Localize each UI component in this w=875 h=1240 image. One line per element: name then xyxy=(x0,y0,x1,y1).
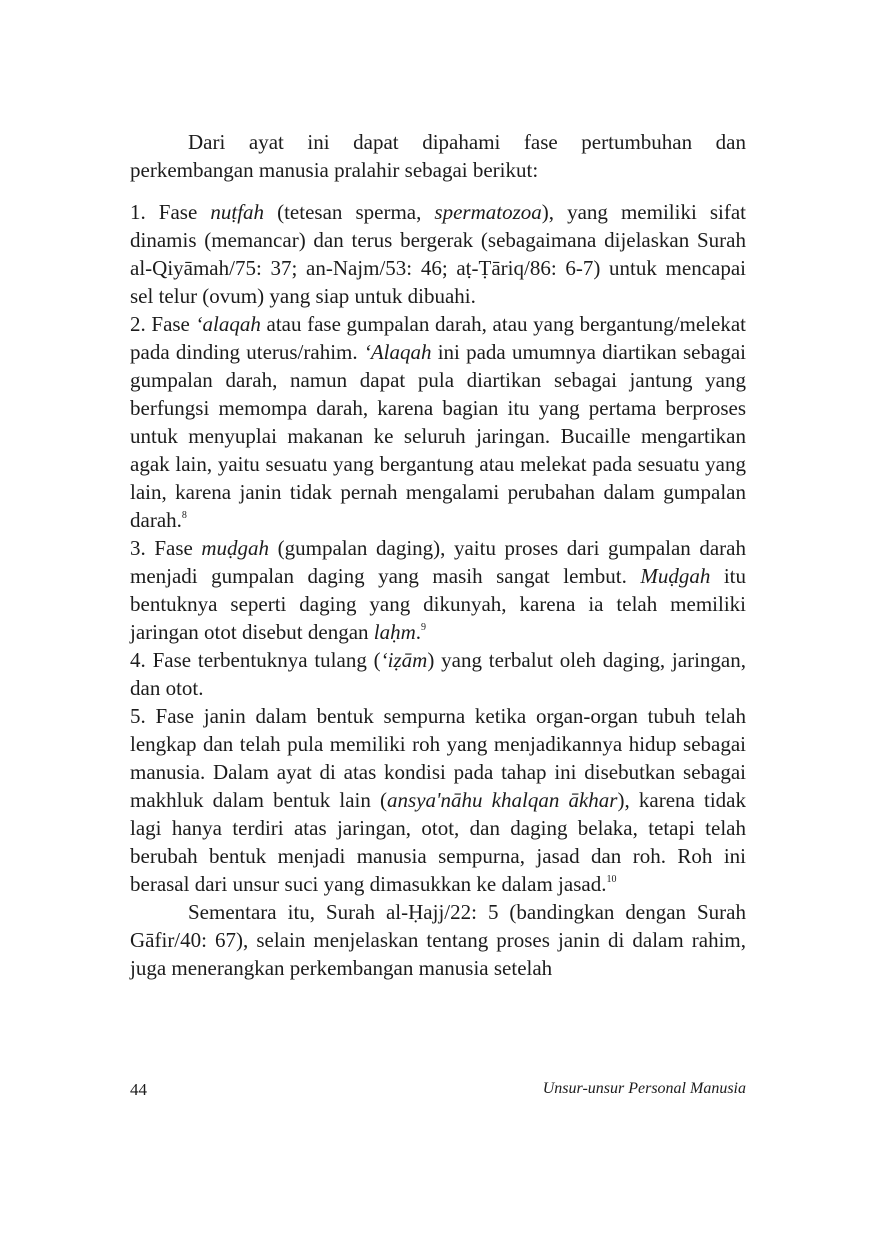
phase-list xyxy=(130,198,746,898)
footnote-marker: 9 xyxy=(421,622,427,633)
running-title: Unsur-unsur Personal Manusia xyxy=(542,1080,746,1097)
term-spermatozoa: spermatozoa xyxy=(434,200,542,224)
term-izam: ‘iẓām xyxy=(380,648,428,672)
phase-item-1: 1. Fase nuṭfah (tetesan sperma, spermatozoa), yang memiliki sifat dinamis (memancar) dan terus bergerak (sebagaimana dijelaskan Surah al-Qiyāmah/75: 37; an-Najm/53: 46; aṭ-Ṭāriq/86: 6-7) untuk mencapai sel telur (ovum) yang siap untuk dibuahi. xyxy=(130,200,746,308)
phase-item-5: 5. Fase janin dalam bentuk sempurna ketika organ-organ tubuh telah lengkap dan telah pula memiliki roh yang menjadikannya hidup sebagai manusia. Dalam ayat di atas kondisi pada tahap ini disebutkan sebagai makhluk dalam bentuk lain (ansya'nāhu khalqan ākhar), karena tidak lagi hanya terdiri atas jaringan, otot, dan daging belaka, tetapi telah berubah bentuk menjadi manusia sempurna, jasad dan roh. Roh ini berasal dari unsur suci yang dimasukkan ke dalam jasad.$^{10}$ xyxy=(130,704,746,896)
footnote-marker: 8 xyxy=(181,510,187,521)
term-alaqah: ‘alaqah xyxy=(195,312,261,336)
page-body xyxy=(130,128,746,1099)
term-nutfah: nuṭfah xyxy=(210,200,265,224)
phase-item-4: 4. Fase terbentuknya tulang (‘iẓām) yang terbalut oleh daging, jaringan, dan otot. xyxy=(130,648,746,700)
term-mudgah: muḍgah xyxy=(201,536,270,560)
closing-paragraph: Sementara itu, Surah al-Ḥajj/22: 5 (bandingkan dengan Surah Gāfir/40: 67), selain menjelaskan tentang proses janin di dalam rahim, juga menerangkan perkembangan manusia setelah xyxy=(130,900,746,980)
page-number: 44 xyxy=(130,1080,147,1099)
footnote-marker: 10 xyxy=(606,874,617,885)
term-ansyanahu: ansya'nāhu khalqan ākhar xyxy=(387,788,618,812)
term-mudgah-2: Muḍgah xyxy=(640,564,711,588)
phase-item-2: 2. Fase ‘alaqah atau fase gumpalan darah, atau yang bergantung/melekat pada dinding uterus/rahim. ‘Alaqah ini pada umumnya diartikan sebagai gumpalan darah, namun dapat pula diartikan sebagai jantung yang berfungsi memompa darah, karena bagian itu yang pertama berproses untuk menyuplai makanan ke seluruh jaringan. Bucaille mengartikan agak lain, yaitu sesuatu yang bergantung atau melekat pada sesuatu yang lain, karena janin tidak pernah mengalami perubahan dalam gumpalan darah.$^8$ xyxy=(130,312,746,532)
phase-item-3: 3. Fase muḍgah (gumpalan daging), yaitu proses dari gumpalan darah menjadi gumpalan daging yang masih sangat lembut. Muḍgah itu bentuknya seperti daging yang dikunyah, karena ia telah memiliki jaringan otot disebut dengan laḥm.$^9$ xyxy=(130,536,746,644)
intro-paragraph: Dari ayat ini dapat dipahami fase pertumbuhan dan perkembangan manusia pralahir sebagai berikut: xyxy=(130,130,746,182)
term-lahm: laḥm xyxy=(373,620,416,644)
term-alaqah-2: ‘Alaqah xyxy=(363,340,432,364)
